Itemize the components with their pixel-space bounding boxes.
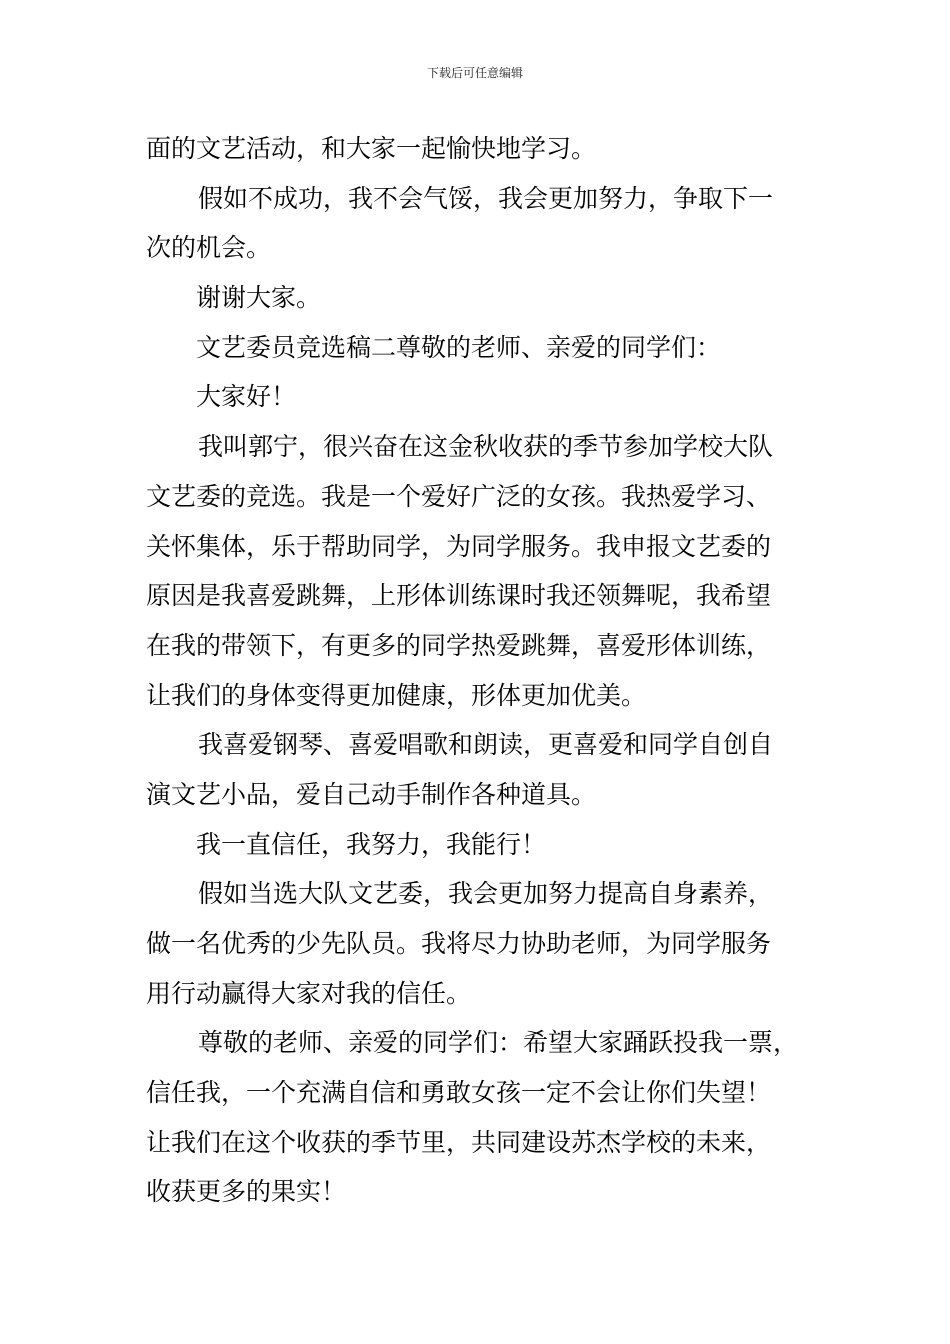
text-line: 面的文艺活动，和大家一起愉快地学习。 xyxy=(146,134,597,163)
text-line: 让我们在这个收获的季节里，共同建设苏杰学校的未来， xyxy=(146,1127,772,1157)
document-body xyxy=(146,124,826,1217)
text-line: 做一名优秀的少先队员。我将尽力协助老师，为同学服务 xyxy=(146,929,772,958)
text-line: 关怀集体，乐于帮助同学，为同学服务。我申报文艺委的 xyxy=(146,531,772,561)
text-line: 让我们的身体变得更加健康，形体更加优美。 xyxy=(146,680,647,710)
text-line: 尊敬的老师、亲爱的同学们：希望大家踊跃投我一票， xyxy=(198,1028,799,1058)
text-line: 我叫郭宁，很兴奋在这金秋收获的季节参加学校大队 xyxy=(198,432,774,462)
text-line: 用行动赢得大家对我的信任。 xyxy=(146,978,472,1008)
text-line: 假如当选大队文艺委，我会更加努力提高自身素养， xyxy=(198,879,774,909)
text-line: 演文艺小品，爱自己动手制作各种道具。 xyxy=(146,779,597,809)
text-line: 我喜爱钢琴、喜爱唱歌和朗读，更喜爱和同学自创自 xyxy=(198,730,774,760)
text-line: 在我的带领下，有更多的同学热爱跳舞，喜爱形体训练， xyxy=(146,630,772,660)
text-line: 信任我，一个充满自信和勇敢女孩一定不会让你们失望！ xyxy=(146,1078,772,1108)
text-line: 谢谢大家。 xyxy=(196,283,322,313)
text-line: 我一直信任，我努力，我能行！ xyxy=(196,829,547,859)
page-header-note: 下载后可任意编辑 xyxy=(426,66,523,80)
text-line: 假如不成功，我不会气馁，我会更加努力，争取下一 xyxy=(198,183,774,213)
text-line: 文艺委员竞选稿二尊敬的老师、亲爱的同学们： xyxy=(196,332,722,362)
text-line: 文艺委的竞选。我是一个爱好广泛的女孩。我热爱学习、 xyxy=(146,481,772,511)
text-line: 收获更多的果实！ xyxy=(146,1177,347,1207)
text-line: 原因是我喜爱跳舞，上形体训练课时我还领舞呢，我希望 xyxy=(146,581,772,611)
text-line: 大家好！ xyxy=(196,382,297,412)
text-line: 次的机会。 xyxy=(146,233,272,263)
